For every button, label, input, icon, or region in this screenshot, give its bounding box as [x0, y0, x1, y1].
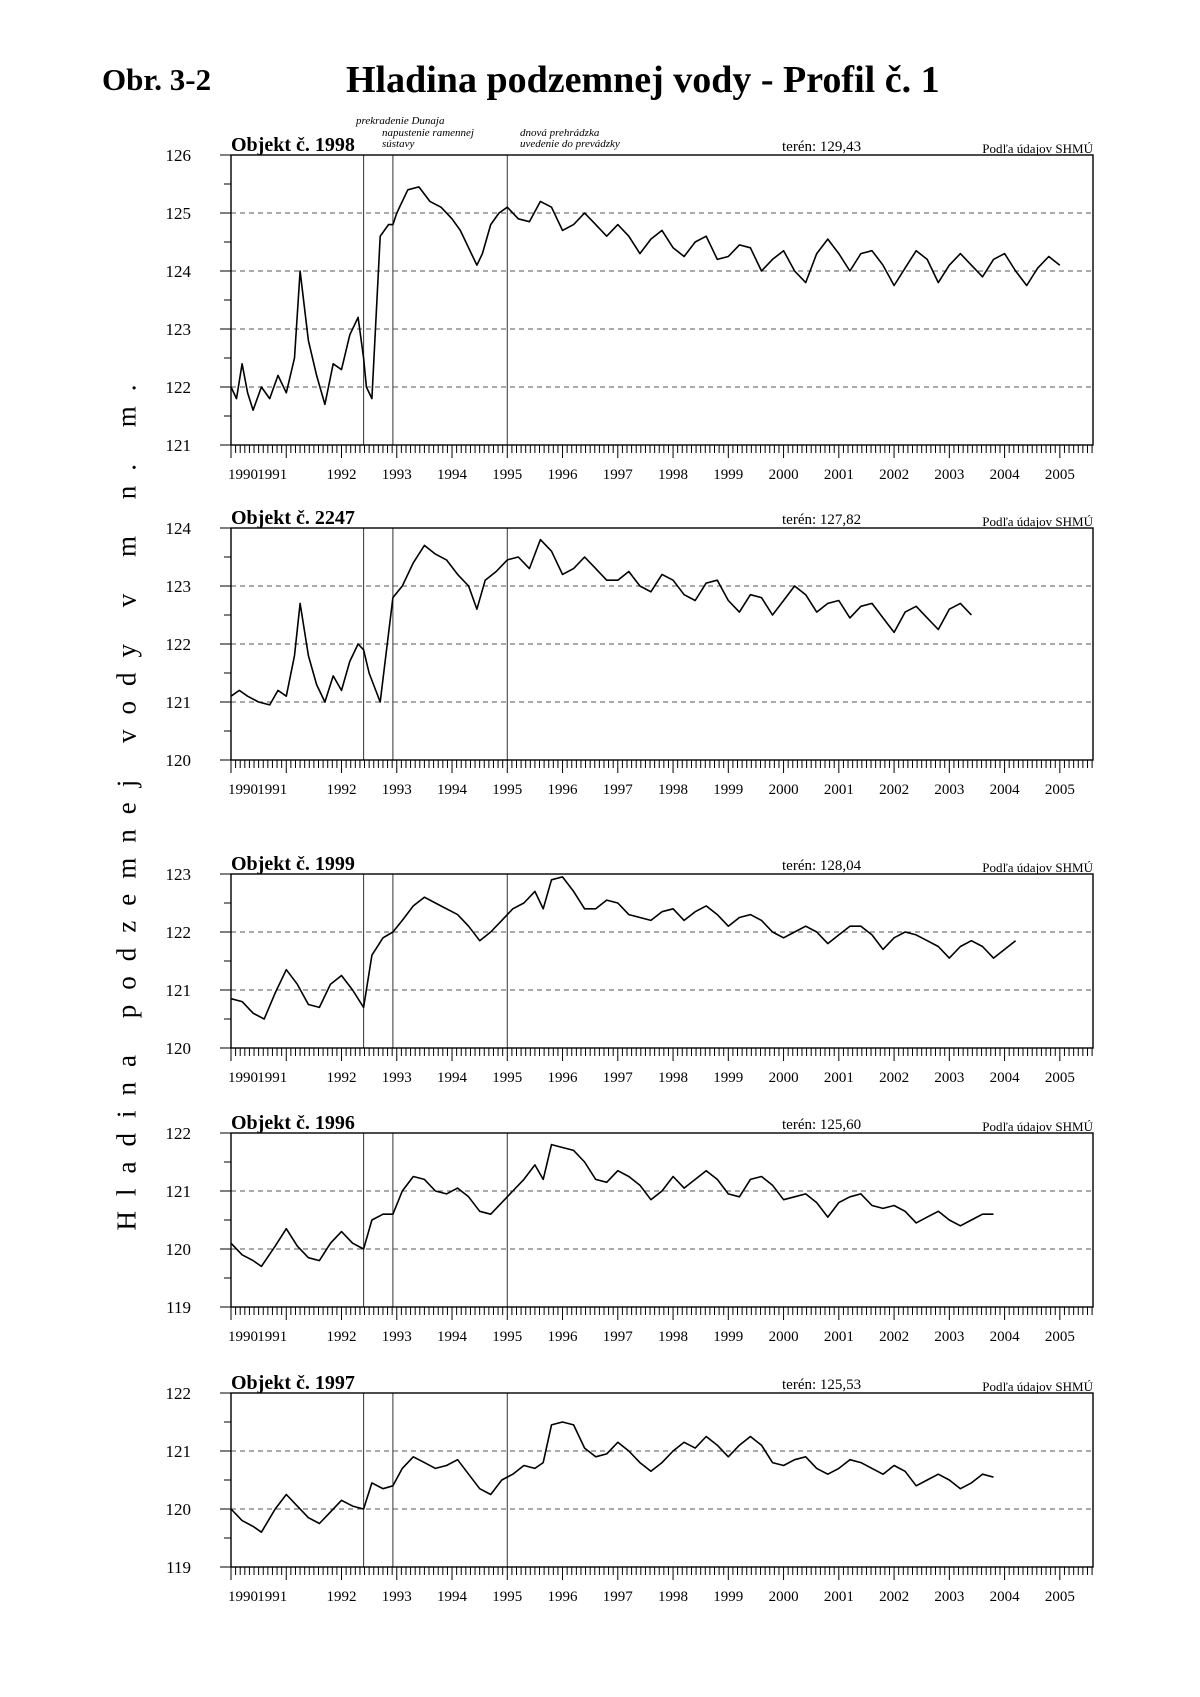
x-tick-label: 1994 — [437, 1329, 468, 1345]
x-tick-label: 1994 — [437, 1070, 468, 1086]
x-tick-label: 1990 — [228, 782, 258, 798]
y-tick-label: 123 — [165, 577, 191, 596]
x-tick-label: 1996 — [547, 467, 578, 483]
panel-frame — [231, 155, 1093, 445]
x-tick-label: 1993 — [381, 1329, 412, 1345]
x-tick-label: 1992 — [326, 782, 357, 798]
event-label: dnová prehrádzka — [520, 127, 600, 139]
x-tick-label: 1992 — [326, 1329, 357, 1345]
source-label: Podľa údajov SHMÚ — [982, 1119, 1093, 1134]
figure-title: Hladina podzemnej vody - Profil č. 1 — [346, 59, 940, 101]
panel-title: Objekt č. 1997 — [231, 1372, 355, 1394]
source-label: Podľa údajov SHMÚ — [982, 860, 1093, 875]
source-label: Podľa údajov SHMÚ — [982, 514, 1093, 529]
x-tick-label: 1997 — [602, 782, 633, 798]
x-tick-label: 2002 — [879, 467, 910, 483]
x-tick-label: 1991 — [257, 782, 288, 798]
x-tick-label: 1994 — [437, 1589, 468, 1605]
x-tick-label: 2004 — [989, 782, 1020, 798]
y-tick-label: 122 — [165, 1384, 191, 1403]
x-tick-label: 2000 — [768, 1589, 799, 1605]
x-tick-label: 1990 — [228, 1070, 258, 1086]
y-tick-label: 125 — [165, 204, 191, 223]
x-tick-label: 1999 — [713, 1070, 744, 1086]
x-tick-label: 1998 — [658, 782, 689, 798]
y-tick-label: 124 — [165, 262, 191, 281]
panel-objekt-3 — [166, 1112, 1094, 1345]
x-tick-label: 1993 — [381, 1589, 412, 1605]
water-level-series — [231, 540, 971, 705]
x-tick-label: 1999 — [713, 467, 744, 483]
x-tick-label: 2003 — [934, 1070, 965, 1086]
x-tick-label: 1998 — [658, 1589, 689, 1605]
figure-label: Obr. 3-2 — [102, 62, 212, 97]
y-tick-label: 122 — [165, 1124, 191, 1143]
event-label: uvedenie do prevádzky — [520, 138, 620, 150]
x-tick-label: 2003 — [934, 1589, 965, 1605]
x-tick-label: 1994 — [437, 467, 468, 483]
y-tick-label: 120 — [165, 1240, 191, 1259]
x-tick-label: 1990 — [228, 1589, 258, 1605]
x-tick-label: 1992 — [326, 1070, 357, 1086]
x-tick-label: 2005 — [1044, 1589, 1075, 1605]
x-tick-label: 2002 — [879, 1589, 910, 1605]
panel-objekt-4 — [166, 1372, 1094, 1605]
x-tick-label: 1993 — [381, 1070, 412, 1086]
x-tick-label: 2004 — [989, 1070, 1020, 1086]
x-tick-label: 1999 — [713, 782, 744, 798]
source-label: Podľa údajov SHMÚ — [982, 1379, 1093, 1394]
y-tick-label: 120 — [165, 1039, 191, 1058]
y-tick-label: 121 — [165, 1182, 191, 1201]
terrain-label: terén: 125,60 — [782, 1117, 862, 1133]
x-tick-label: 1995 — [492, 782, 523, 798]
panel-title: Objekt č. 2247 — [231, 507, 355, 529]
x-tick-label: 1995 — [492, 1329, 523, 1345]
x-tick-label: 2002 — [879, 1329, 910, 1345]
panel-frame — [231, 1133, 1093, 1307]
x-tick-label: 1995 — [492, 1589, 523, 1605]
x-tick-label: 2004 — [989, 1329, 1020, 1345]
x-tick-label: 2005 — [1044, 1329, 1075, 1345]
panel-objekt-0 — [166, 134, 1094, 483]
x-tick-label: 2001 — [823, 1589, 854, 1605]
x-tick-label: 1997 — [602, 1329, 633, 1345]
x-tick-label: 2002 — [879, 1070, 910, 1086]
x-tick-label: 1997 — [602, 1070, 633, 1086]
x-tick-label: 2002 — [879, 782, 910, 798]
x-tick-label: 2000 — [768, 467, 799, 483]
x-tick-label: 1999 — [713, 1329, 744, 1345]
x-tick-label: 2003 — [934, 1329, 965, 1345]
x-tick-label: 1995 — [492, 1070, 523, 1086]
panel-title: Objekt č. 1999 — [231, 853, 355, 875]
x-tick-label: 2001 — [823, 1070, 854, 1086]
x-tick-label: 1997 — [602, 1589, 633, 1605]
x-tick-label: 2001 — [823, 467, 854, 483]
x-tick-label: 2004 — [989, 467, 1020, 483]
event-label: napustenie ramennej — [382, 127, 474, 139]
event-label: sústavy — [382, 138, 415, 150]
x-tick-label: 2001 — [823, 1329, 854, 1345]
x-tick-label: 2000 — [768, 1329, 799, 1345]
y-tick-label: 119 — [166, 1558, 191, 1577]
terrain-label: terén: 127,82 — [782, 512, 862, 528]
y-tick-label: 121 — [165, 1442, 191, 1461]
panel-frame — [231, 874, 1093, 1048]
x-tick-label: 2005 — [1044, 1070, 1075, 1086]
event-label: prekradenie Dunaja — [356, 115, 445, 127]
water-level-series — [231, 1145, 994, 1267]
y-tick-label: 126 — [165, 146, 191, 165]
y-tick-label: 121 — [165, 436, 191, 455]
x-tick-label: 1991 — [257, 1070, 288, 1086]
y-tick-label: 119 — [166, 1298, 191, 1317]
source-label: Podľa údajov SHMÚ — [982, 141, 1093, 156]
x-tick-label: 2001 — [823, 782, 854, 798]
y-tick-label: 123 — [165, 865, 191, 884]
x-tick-label: 1996 — [547, 782, 578, 798]
x-tick-label: 2003 — [934, 782, 965, 798]
x-tick-label: 1994 — [437, 782, 468, 798]
x-tick-label: 2000 — [768, 782, 799, 798]
y-tick-label: 122 — [165, 923, 191, 942]
panel-title: Objekt č. 1998 — [231, 134, 355, 156]
panel-frame — [231, 1393, 1093, 1567]
x-tick-label: 1998 — [658, 467, 689, 483]
x-tick-label: 1996 — [547, 1329, 578, 1345]
x-tick-label: 1999 — [713, 1589, 744, 1605]
x-tick-label: 1991 — [257, 467, 288, 483]
x-tick-label: 1996 — [547, 1589, 578, 1605]
x-tick-label: 1992 — [326, 1589, 357, 1605]
terrain-label: terén: 128,04 — [782, 858, 862, 874]
terrain-label: terén: 129,43 — [782, 139, 862, 155]
x-tick-label: 2005 — [1044, 782, 1075, 798]
x-tick-label: 1993 — [381, 782, 412, 798]
x-tick-label: 2000 — [768, 1070, 799, 1086]
panel-objekt-2 — [166, 853, 1094, 1086]
y-tick-label: 122 — [165, 635, 191, 654]
panel-title: Objekt č. 1996 — [231, 1112, 355, 1134]
y-tick-label: 123 — [165, 320, 191, 339]
x-tick-label: 1991 — [257, 1589, 288, 1605]
x-tick-label: 2003 — [934, 467, 965, 483]
x-tick-label: 1996 — [547, 1070, 578, 1086]
terrain-label: terén: 125,53 — [782, 1377, 862, 1393]
panel-objekt-1 — [166, 507, 1094, 798]
x-tick-label: 1990 — [228, 467, 258, 483]
x-tick-label: 1998 — [658, 1070, 689, 1086]
y-axis-label: Hladina podzemnej vody v m n. m. — [111, 369, 142, 1231]
y-tick-label: 122 — [165, 378, 191, 397]
x-tick-label: 2005 — [1044, 467, 1075, 483]
x-tick-label: 1995 — [492, 467, 523, 483]
water-level-series — [231, 877, 1016, 1019]
x-tick-label: 1993 — [381, 467, 412, 483]
x-tick-label: 1990 — [228, 1329, 258, 1345]
y-tick-label: 120 — [165, 1500, 191, 1519]
x-tick-label: 1998 — [658, 1329, 689, 1345]
x-tick-label: 1992 — [326, 467, 357, 483]
water-level-series — [231, 1422, 994, 1532]
y-tick-label: 121 — [165, 981, 191, 1000]
water-level-series — [231, 187, 1060, 410]
y-tick-label: 124 — [165, 519, 191, 538]
x-tick-label: 1997 — [602, 467, 633, 483]
y-tick-label: 120 — [165, 751, 191, 770]
y-tick-label: 121 — [165, 693, 191, 712]
x-tick-label: 1991 — [257, 1329, 288, 1345]
x-tick-label: 2004 — [989, 1589, 1020, 1605]
